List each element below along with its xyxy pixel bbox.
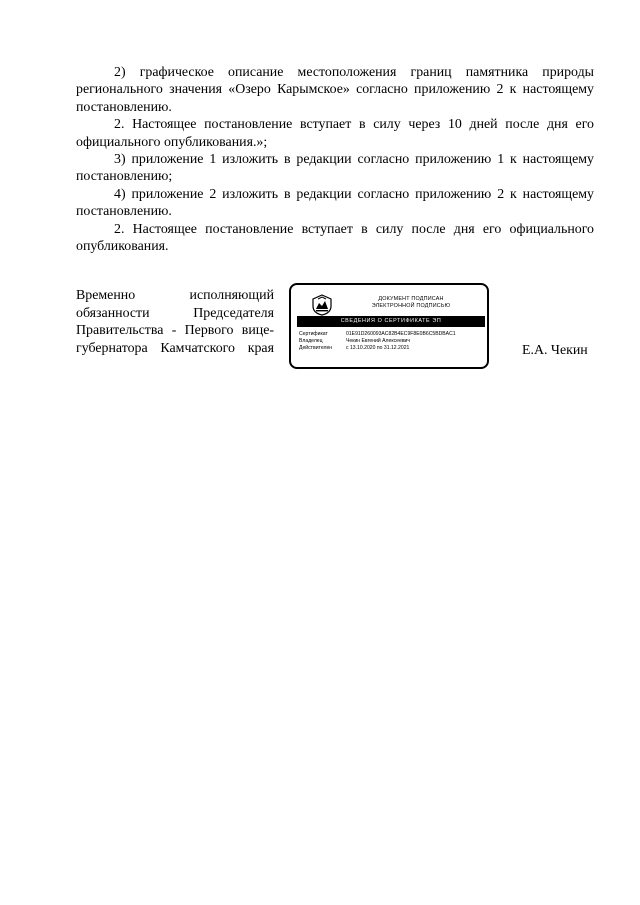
stamp-row-label: Действителен (299, 345, 333, 352)
stamp-row-label: Сертификат (299, 331, 328, 337)
stamp-row-label: Владелец (299, 338, 323, 345)
coat-of-arms-icon (311, 294, 333, 316)
electronic-signature-stamp (289, 283, 489, 369)
stamp-row (299, 345, 456, 352)
stamp-row-value: 01E91D260093AC82B4EC9F8E0B6C5BDBAC1 (346, 331, 456, 337)
stamp-row-value: Чекин Евгений Алексеевич (346, 338, 411, 345)
signer-title-line: Временно исполняющий (76, 288, 274, 303)
stamp-header-line: ЭЛЕКТРОННОЙ ПОДПИСЬЮ (371, 303, 451, 309)
stamp-header (341, 296, 481, 310)
paragraph-1: 2) графическое описание местоположения границ памятника природы регионального значения «Озеро Карымское» согласно приложению 2 к настоящему постановлению. (76, 65, 594, 115)
signatory-name: Е.А. Чекин (522, 343, 588, 358)
signer-title-line: губернатора Камчатского края (76, 340, 274, 356)
signer-title (76, 287, 274, 357)
stamp-row-value: с 13.10.2020 по 31.12.2021 (346, 345, 410, 352)
document-body (76, 64, 594, 255)
signer-title-line: обязанности Председателя (76, 305, 274, 321)
stamp-certificate-bar: СВЕДЕНИЯ О СЕРТИФИКАТЕ ЭП (297, 316, 485, 327)
paragraph-5: 2. Настоящее постановление вступает в силу после дня его официального опубликования. (76, 221, 594, 255)
paragraph-2: 2. Настоящее постановление вступает в силу через 10 дней после дня его официального опубликования.»; (76, 117, 594, 150)
paragraph-3: 3) приложение 1 изложить в редакции согласно приложению 1 к настоящему постановлению; (76, 152, 594, 185)
signer-title-line: Правительства - Первого вице- (76, 323, 274, 339)
stamp-header-line: ДОКУМЕНТ ПОДПИСАН (378, 296, 444, 302)
stamp-details (299, 331, 456, 353)
paragraph-4: 4) приложение 2 изложить в редакции согласно приложению 2 к настоящему постановлению. (76, 186, 594, 220)
